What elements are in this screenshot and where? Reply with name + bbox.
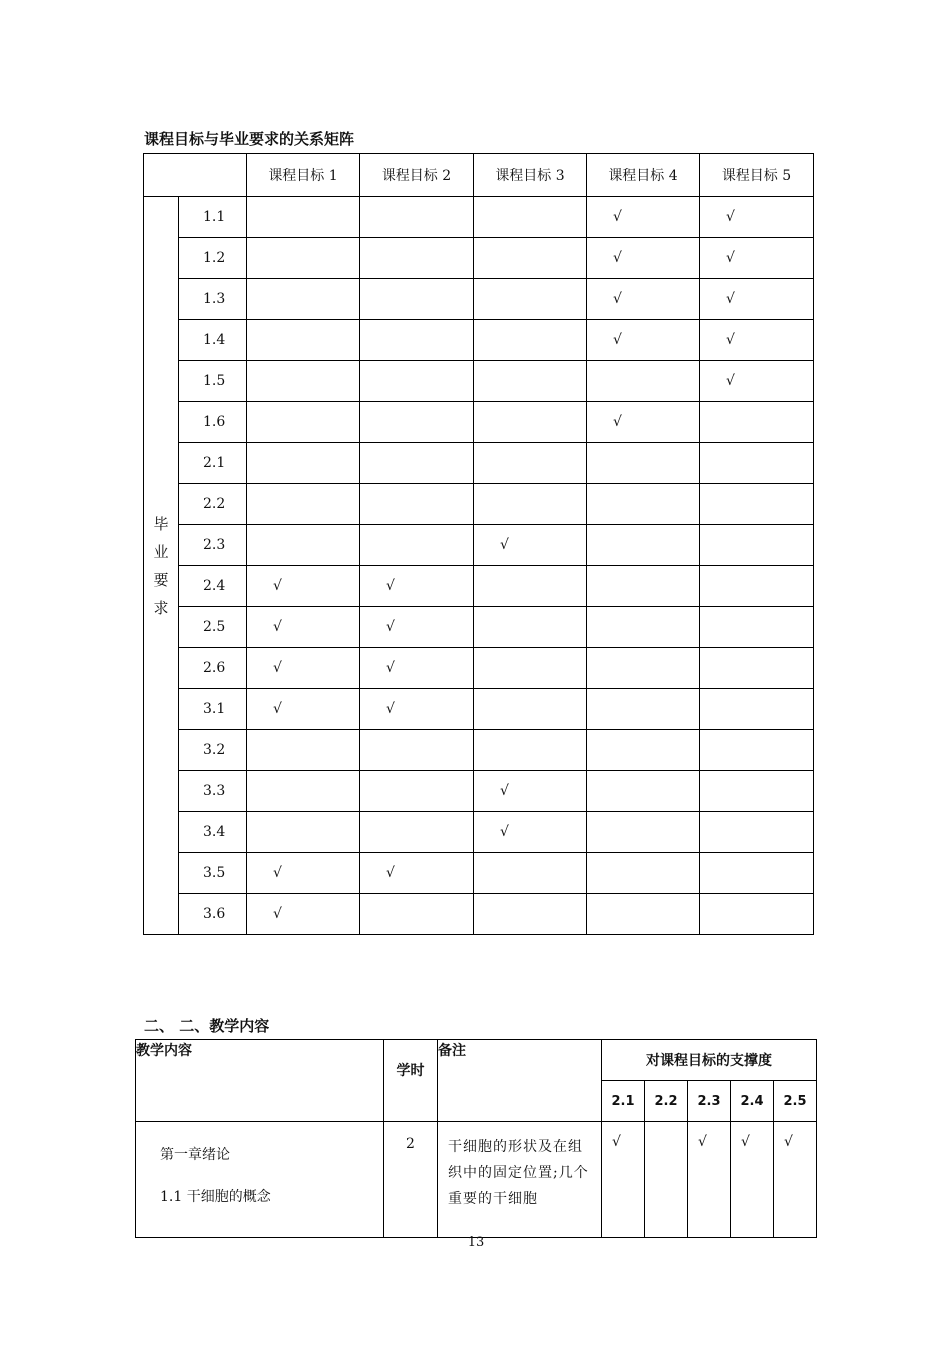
matrix-cell-objective-5 [700, 771, 814, 812]
support-cell-2-5 [774, 1122, 817, 1238]
matrix-cell-objective-3 [474, 238, 587, 279]
matrix-cell-objective-2 [360, 853, 474, 894]
check-mark: √ [500, 537, 509, 553]
check-mark: √ [698, 1134, 707, 1150]
matrix-cell-objective-1 [247, 197, 360, 238]
matrix-cell-objective-3 [474, 730, 587, 771]
matrix-cell-objective-2 [360, 607, 474, 648]
matrix-cell-objective-5 [700, 361, 814, 402]
matrix-cell-objective-2 [360, 238, 474, 279]
matrix-cell-objective-1 [247, 402, 360, 443]
matrix-cell-objective-2 [360, 443, 474, 484]
matrix-title: 课程目标与毕业要求的关系矩阵 [144, 130, 355, 148]
matrix-cell-objective-3 [474, 771, 587, 812]
requirement-code: 1.4 [179, 320, 247, 361]
check-mark: √ [726, 250, 735, 266]
matrix-cell-objective-2 [360, 525, 474, 566]
check-mark: √ [273, 906, 282, 922]
matrix-row [144, 443, 814, 484]
matrix-cell-objective-5 [700, 607, 814, 648]
matrix-cell-objective-5 [700, 197, 814, 238]
matrix-cell-objective-3 [474, 484, 587, 525]
requirement-code: 3.1 [179, 689, 247, 730]
check-mark: √ [386, 701, 395, 717]
matrix-cell-objective-5 [700, 730, 814, 771]
matrix-cell-objective-1 [247, 443, 360, 484]
matrix-cell-objective-4 [587, 566, 700, 607]
matrix-cell-objective-4 [587, 525, 700, 566]
matrix-header-objective-2: 课程目标 2 [360, 154, 474, 197]
matrix-cell-objective-3 [474, 320, 587, 361]
matrix-row [144, 197, 814, 238]
matrix-cell-objective-2 [360, 361, 474, 402]
matrix-cell-objective-5 [700, 689, 814, 730]
matrix-row [144, 894, 814, 935]
chapter-title: 第一章绪论 [160, 1147, 230, 1163]
requirement-code: 1.2 [179, 238, 247, 279]
matrix-cell-objective-4 [587, 443, 700, 484]
matrix-cell-objective-2 [360, 771, 474, 812]
check-mark: √ [612, 1134, 621, 1150]
matrix-cell-objective-3 [474, 443, 587, 484]
teaching-content-table [135, 1039, 817, 1238]
requirement-code: 1.3 [179, 279, 247, 320]
matrix-row [144, 566, 814, 607]
support-cell-2-4 [731, 1122, 774, 1238]
teaching-content-title: 二、 二、教学内容 [144, 1017, 270, 1035]
matrix-cell-objective-1 [247, 320, 360, 361]
matrix-cell-objective-4 [587, 279, 700, 320]
matrix-cell-objective-4 [587, 812, 700, 853]
matrix-row [144, 525, 814, 566]
matrix-cell-objective-3 [474, 689, 587, 730]
requirement-code: 2.1 [179, 443, 247, 484]
check-mark: √ [613, 414, 622, 430]
matrix-cell-objective-5 [700, 853, 814, 894]
matrix-row [144, 689, 814, 730]
matrix-cell-objective-5 [700, 566, 814, 607]
hours-header: 学时 [384, 1040, 438, 1122]
requirement-code: 1.6 [179, 402, 247, 443]
check-mark: √ [273, 865, 282, 881]
matrix-cell-objective-4 [587, 607, 700, 648]
matrix-cell-objective-5 [700, 279, 814, 320]
matrix-row [144, 853, 814, 894]
matrix-cell-objective-2 [360, 197, 474, 238]
matrix-cell-objective-4 [587, 361, 700, 402]
matrix-row [144, 771, 814, 812]
matrix-cell-objective-3 [474, 402, 587, 443]
matrix-row [144, 361, 814, 402]
matrix-cell-objective-5 [700, 894, 814, 935]
check-mark: √ [784, 1134, 793, 1150]
matrix-row [144, 320, 814, 361]
matrix-cell-objective-1 [247, 484, 360, 525]
support-subheader: 2.5 [774, 1081, 817, 1122]
check-mark: √ [273, 578, 282, 594]
check-mark: √ [386, 619, 395, 635]
matrix-cell-objective-2 [360, 730, 474, 771]
check-mark: √ [273, 660, 282, 676]
support-header: 对课程目标的支撑度 [602, 1040, 817, 1081]
support-cell-2-1 [602, 1122, 645, 1238]
matrix-cell-objective-5 [700, 484, 814, 525]
matrix-cell-objective-1 [247, 648, 360, 689]
requirement-code: 2.5 [179, 607, 247, 648]
matrix-cell-objective-4 [587, 689, 700, 730]
matrix-cell-objective-4 [587, 771, 700, 812]
hours-cell: 2 [384, 1122, 438, 1238]
matrix-cell-objective-3 [474, 648, 587, 689]
check-mark: √ [726, 291, 735, 307]
requirement-code: 3.6 [179, 894, 247, 935]
check-mark: √ [273, 619, 282, 635]
matrix-row [144, 238, 814, 279]
check-mark: √ [500, 824, 509, 840]
requirement-code: 3.2 [179, 730, 247, 771]
notes-header: 备注 [438, 1040, 602, 1122]
matrix-cell-objective-1 [247, 894, 360, 935]
matrix-cell-objective-2 [360, 279, 474, 320]
matrix-cell-objective-2 [360, 648, 474, 689]
matrix-cell-objective-1 [247, 525, 360, 566]
matrix-cell-objective-2 [360, 320, 474, 361]
matrix-cell-objective-1 [247, 730, 360, 771]
support-subheader: 2.3 [688, 1081, 731, 1122]
requirement-code: 2.4 [179, 566, 247, 607]
matrix-cell-objective-3 [474, 607, 587, 648]
matrix-cell-objective-1 [247, 607, 360, 648]
matrix-cell-objective-4 [587, 484, 700, 525]
matrix-cell-objective-1 [247, 279, 360, 320]
matrix-cell-objective-5 [700, 648, 814, 689]
support-subheader: 2.4 [731, 1081, 774, 1122]
requirement-code: 1.5 [179, 361, 247, 402]
matrix-header-objective-1: 课程目标 1 [247, 154, 360, 197]
support-cell-2-2 [645, 1122, 688, 1238]
matrix-cell-objective-1 [247, 566, 360, 607]
matrix-cell-objective-4 [587, 894, 700, 935]
requirement-code: 3.4 [179, 812, 247, 853]
check-mark: √ [386, 660, 395, 676]
check-mark: √ [500, 783, 509, 799]
matrix-cell-objective-3 [474, 279, 587, 320]
requirement-code: 2.6 [179, 648, 247, 689]
matrix-cell-objective-4 [587, 648, 700, 689]
matrix-cell-objective-1 [247, 238, 360, 279]
check-mark: √ [386, 865, 395, 881]
check-mark: √ [386, 578, 395, 594]
requirement-code: 3.3 [179, 771, 247, 812]
section-title: 1.1 干细胞的概念 [160, 1189, 271, 1205]
matrix-cell-objective-1 [247, 361, 360, 402]
matrix-cell-objective-2 [360, 566, 474, 607]
check-mark: √ [613, 332, 622, 348]
content-header-row [136, 1040, 817, 1081]
matrix-cell-objective-4 [587, 402, 700, 443]
matrix-row [144, 279, 814, 320]
matrix-cell-objective-4 [587, 730, 700, 771]
support-subheader: 2.2 [645, 1081, 688, 1122]
matrix-cell-objective-1 [247, 771, 360, 812]
matrix-row [144, 812, 814, 853]
check-mark: √ [273, 701, 282, 717]
matrix-cell-objective-2 [360, 812, 474, 853]
matrix-cell-objective-1 [247, 689, 360, 730]
matrix-cell-objective-4 [587, 853, 700, 894]
content-header: 教学内容 [136, 1040, 384, 1122]
check-mark: √ [613, 291, 622, 307]
matrix-cell-objective-3 [474, 361, 587, 402]
check-mark: √ [613, 209, 622, 225]
matrix-cell-objective-2 [360, 689, 474, 730]
notes-cell: 干细胞的形状及在组织中的固定位置;几个重要的干细胞 [438, 1122, 602, 1238]
matrix-cell-objective-3 [474, 812, 587, 853]
check-mark: √ [726, 332, 735, 348]
matrix-cell-objective-4 [587, 320, 700, 361]
matrix-cell-objective-4 [587, 238, 700, 279]
matrix-cell-objective-2 [360, 484, 474, 525]
requirement-code: 2.3 [179, 525, 247, 566]
matrix-row [144, 484, 814, 525]
page-number: 13 [467, 1235, 485, 1250]
content-row [136, 1122, 817, 1238]
matrix-cell-objective-3 [474, 566, 587, 607]
check-mark: √ [613, 250, 622, 266]
matrix-header-objective-4: 课程目标 4 [587, 154, 700, 197]
matrix-cell-objective-5 [700, 443, 814, 484]
graduation-requirements-label: 毕业要求 [153, 514, 169, 617]
matrix-cell-objective-2 [360, 894, 474, 935]
check-mark: √ [726, 209, 735, 225]
matrix-header-objective-3: 课程目标 3 [474, 154, 587, 197]
matrix-cell-objective-1 [247, 853, 360, 894]
matrix-corner-cell [144, 154, 247, 197]
matrix-cell-objective-5 [700, 812, 814, 853]
matrix-cell-objective-5 [700, 320, 814, 361]
check-mark: √ [726, 373, 735, 389]
requirement-code: 2.2 [179, 484, 247, 525]
matrix-cell-objective-5 [700, 238, 814, 279]
matrix-cell-objective-3 [474, 894, 587, 935]
requirement-code: 1.1 [179, 197, 247, 238]
support-cell-2-3 [688, 1122, 731, 1238]
check-mark: √ [741, 1134, 750, 1150]
matrix-cell-objective-4 [587, 197, 700, 238]
matrix-cell-objective-3 [474, 853, 587, 894]
graduation-requirements-label-cell [144, 197, 179, 935]
matrix-cell-objective-1 [247, 812, 360, 853]
objectives-requirements-matrix [143, 153, 814, 935]
matrix-header-row [144, 154, 814, 197]
matrix-row [144, 607, 814, 648]
matrix-cell-objective-5 [700, 402, 814, 443]
matrix-cell-objective-3 [474, 525, 587, 566]
content-cell [136, 1122, 384, 1238]
matrix-row [144, 402, 814, 443]
support-subheader: 2.1 [602, 1081, 645, 1122]
matrix-row [144, 730, 814, 771]
matrix-cell-objective-5 [700, 525, 814, 566]
matrix-header-objective-5: 课程目标 5 [700, 154, 814, 197]
matrix-row [144, 648, 814, 689]
matrix-cell-objective-3 [474, 197, 587, 238]
requirement-code: 3.5 [179, 853, 247, 894]
matrix-cell-objective-2 [360, 402, 474, 443]
